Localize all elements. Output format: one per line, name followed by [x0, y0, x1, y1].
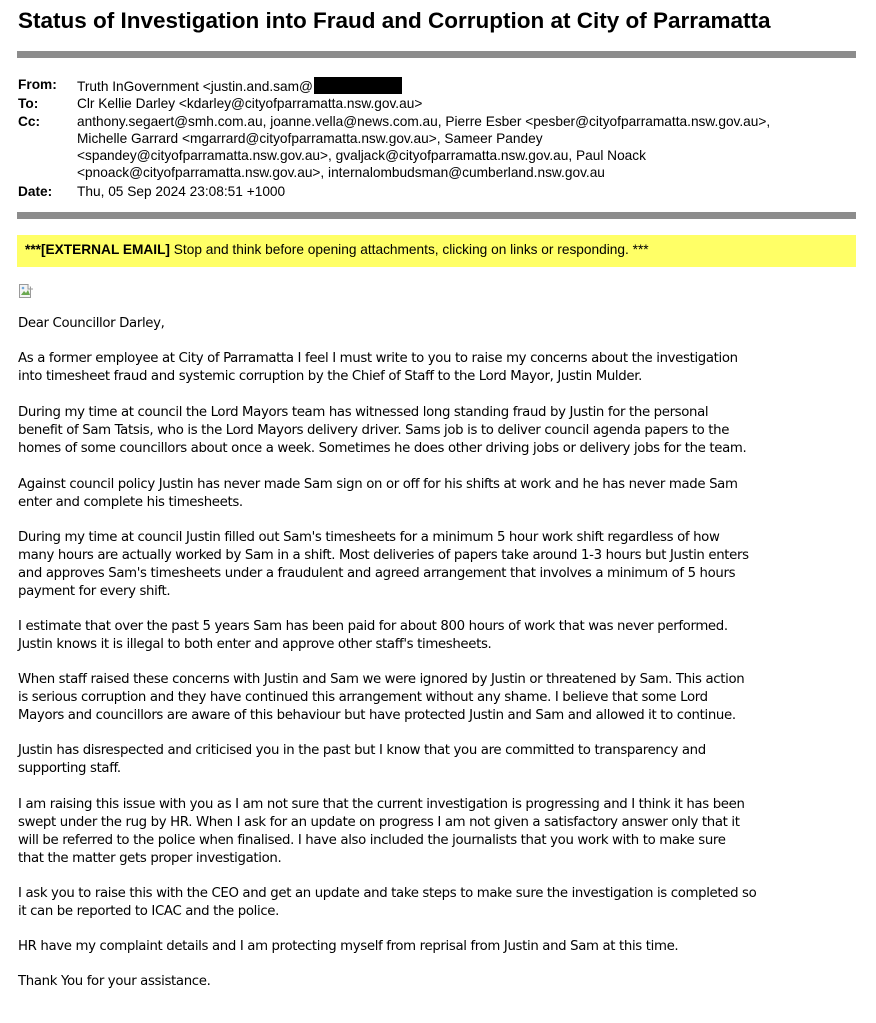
- banner-message: Stop and think before opening attachments, clicking on links or responding. ***: [170, 242, 649, 257]
- email-subject: Status of Investigation into Fraud and Corruption at City of Parramatta: [18, 8, 771, 33]
- external-email-banner: [17, 235, 856, 267]
- body-line: that the matter gets proper investigation.: [18, 851, 282, 866]
- body-line: I estimate that over the past 5 years Sam has been paid for about 800 hours of work that was never performed.: [18, 619, 728, 634]
- body-line: During my time at council the Lord Mayors team has witnessed long standing fraud by Justin for the personal: [18, 405, 709, 420]
- body-line: enter and complete his timesheets.: [18, 495, 243, 510]
- body-line: and approves Sam's timesheets under a fraudulent and agreed arrangement that involves a minimum of 5 hours: [18, 566, 736, 581]
- body-line: is serious corruption and they have continued this arrangement without any shame. I believe that some Lord: [18, 690, 708, 705]
- paragraph-6: [18, 671, 868, 725]
- body-line: Against council policy Justin has never made Sam sign on or off for his shifts at work and he has never made Sam: [18, 477, 738, 492]
- body-line: Mayors and councillors are aware of this behaviour but have protected Justin and Sam and allowed it to continue.: [18, 708, 736, 723]
- body-line: swept under the rug by HR. When I ask for an update on progress I am not given a satisfactory answer only that it: [18, 815, 740, 830]
- body-line: it can be reported to ICAC and the police.: [18, 904, 279, 919]
- header-divider-bottom: [17, 212, 856, 219]
- body-line: Justin knows it is illegal to both enter and approve other staff's timesheets.: [18, 637, 492, 652]
- paragraph-4: [18, 529, 868, 601]
- date-label: Date:: [18, 184, 53, 199]
- body-line: HR have my complaint details and I am protecting myself from reprisal from Justin and Sam at this time.: [18, 939, 679, 954]
- body-line: into timesheet fraud and systemic corruption by the Chief of Staff to the Lord Mayor, Justin Mulder.: [18, 369, 642, 384]
- body-line: As a former employee at City of Parramatta I feel I must write to you to raise my concerns about the investigation: [18, 351, 738, 366]
- header-divider-top: [17, 51, 856, 58]
- from-address: Truth InGovernment <justin.and.sam@: [77, 79, 313, 94]
- banner-text: [25, 242, 649, 257]
- body-line: During my time at council Justin filled out Sam's timesheets for a minimum 5 hour work shift regardless of how: [18, 530, 720, 545]
- body-line: homes of some councillors about once a week. Sometimes he does other driving jobs or delivery jobs for the team.: [18, 441, 747, 456]
- from-label: From:: [18, 77, 57, 92]
- body-line: Justin has disrespected and criticised you in the past but I know that you are committed to transparency and: [18, 743, 706, 758]
- body-line: I ask you to raise this with the CEO and get an update and take steps to make sure the investigation is completed so: [18, 886, 757, 901]
- from-value: [77, 77, 402, 94]
- cc-line: <pnoack@cityofparramatta.nsw.gov.au>, internalombudsman@cumberland.nsw.gov.au: [77, 165, 605, 180]
- body-line: supporting staff.: [18, 761, 121, 776]
- cc-row: [18, 114, 848, 184]
- paragraph-8: [18, 796, 868, 868]
- greeting-line: Dear Councillor Darley,: [18, 316, 165, 331]
- cc-line: anthony.segaert@smh.com.au, joanne.vella@news.com.au, Pierre Esber <pesber@cityofparramatta.nsw.gov.au>,: [77, 114, 771, 129]
- sign-off: [18, 973, 868, 991]
- body-line: will be referred to the police when finalised. I have also included the journalists that you work with to make sure: [18, 833, 726, 848]
- date-value: Thu, 05 Sep 2024 23:08:51 +1000: [77, 184, 286, 199]
- body-line: benefit of Sam Tatsis, who is the Lord Mayors delivery driver. Sams job is to deliver council agenda papers to the: [18, 423, 730, 438]
- paragraph-3: [18, 476, 868, 512]
- banner-strong: ***[EXTERNAL EMAIL]: [25, 242, 170, 257]
- cc-label: Cc:: [18, 114, 41, 129]
- body-line: I am raising this issue with you as I am not sure that the current investigation is progressing and I think it has been: [18, 797, 745, 812]
- to-value: Clr Kellie Darley <kdarley@cityofparramatta.nsw.gov.au>: [77, 96, 423, 111]
- cc-line: <spandey@cityofparramatta.nsw.gov.au>, gvaljack@cityofparramatta.nsw.gov.au, Paul Noack: [77, 148, 646, 163]
- paragraph-5: [18, 618, 868, 654]
- paragraph-10: [18, 938, 868, 956]
- body-line: many hours are actually worked by Sam in a shift. Most deliveries of papers take around 1-3 hours but Justin enters: [18, 548, 749, 563]
- body-line: When staff raised these concerns with Justin and Sam we were ignored by Justin or threatened by Sam. This action: [18, 672, 745, 687]
- cc-line: Michelle Garrard <mgarrard@cityofparramatta.nsw.gov.au>, Sameer Pandey: [77, 131, 543, 146]
- body-line: payment for every shift.: [18, 584, 171, 599]
- to-label: To:: [18, 96, 39, 111]
- broken-image-icon: [18, 283, 34, 299]
- paragraph-7: [18, 742, 868, 778]
- paragraph-1: [18, 350, 868, 386]
- paragraph-2: [18, 404, 868, 458]
- greeting: [18, 315, 868, 333]
- body-line: Thank You for your assistance.: [18, 974, 211, 989]
- paragraph-9: [18, 885, 868, 921]
- redaction-block: [314, 77, 402, 94]
